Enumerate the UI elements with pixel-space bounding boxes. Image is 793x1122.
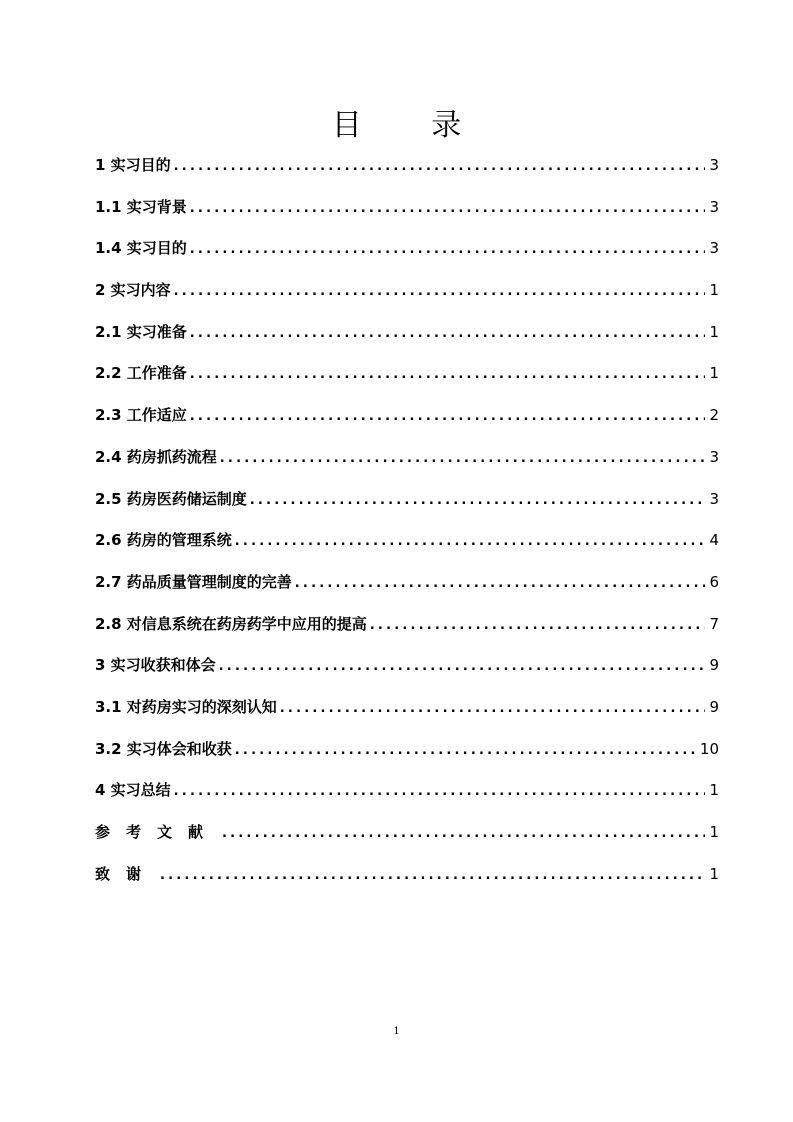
table-of-contents	[95, 145, 719, 895]
toc-entry[interactable]	[95, 395, 719, 437]
toc-entry[interactable]	[95, 312, 719, 354]
toc-entry-acknowledgements[interactable]	[95, 854, 719, 896]
toc-leader-dots	[160, 855, 705, 897]
toc-entry[interactable]	[95, 437, 719, 479]
toc-entry-label: 1.4 实习目的	[95, 239, 187, 258]
toc-leader-dots	[190, 313, 706, 355]
toc-leader-dots	[190, 396, 706, 438]
toc-leader-dots	[220, 438, 706, 480]
toc-leader-dots	[295, 563, 706, 605]
toc-entry-page: 6	[709, 572, 719, 591]
toc-entry-label: 2 实习内容	[95, 281, 171, 300]
toc-entry[interactable]	[95, 645, 719, 687]
toc-entry[interactable]	[95, 520, 719, 562]
toc-entry-page: 4	[709, 531, 719, 550]
toc-entry-page: 1	[709, 322, 719, 341]
toc-entry-page: 3	[709, 239, 719, 258]
toc-leader-dots	[174, 771, 706, 813]
toc-entry-page: 9	[709, 697, 719, 716]
toc-entry-label: 3.2 实习体会和收获	[95, 739, 232, 758]
toc-leader-dots	[190, 354, 706, 396]
toc-leader-dots	[235, 730, 696, 772]
toc-leader-dots	[174, 271, 706, 313]
toc-entry-label: 2.6 药房的管理系统	[95, 531, 232, 550]
toc-entry-label: 3.1 对药房实习的深刻认知	[95, 697, 277, 716]
toc-entry-page: 7	[709, 614, 719, 633]
toc-entry-page: 1	[709, 781, 719, 800]
toc-entry-page: 10	[699, 739, 719, 758]
toc-entry[interactable]	[95, 270, 719, 312]
toc-entry-label: 2.4 药房抓药流程	[95, 447, 217, 466]
toc-entry-label: 参考文献	[95, 823, 220, 841]
toc-entry-label: 2.8 对信息系统在药房药学中应用的提高	[95, 614, 367, 633]
toc-leader-dots	[190, 188, 706, 230]
toc-leader-dots	[222, 813, 705, 855]
toc-entry-label: 1.1 实习背景	[95, 197, 187, 216]
toc-entry[interactable]	[95, 729, 719, 771]
toc-entry-label: 1 实习目的	[95, 156, 171, 174]
toc-entry-label: 2.2 工作准备	[95, 364, 187, 383]
toc-leader-dots	[219, 646, 706, 688]
toc-entry[interactable]	[95, 145, 719, 187]
toc-entry-page: 3	[709, 447, 719, 466]
toc-leader-dots	[250, 480, 706, 522]
toc-leader-dots	[190, 229, 706, 271]
toc-entry-label: 3 实习收获和体会	[95, 656, 216, 675]
toc-entry-page: 1	[709, 823, 719, 841]
toc-entry-label: 2.1 实习准备	[95, 322, 187, 341]
toc-entry[interactable]	[95, 187, 719, 229]
toc-entry-page: 1	[709, 364, 719, 383]
toc-entry[interactable]	[95, 479, 719, 521]
toc-entry-label: 2.3 工作适应	[95, 406, 187, 425]
toc-entry[interactable]	[95, 604, 719, 646]
toc-entry[interactable]	[95, 562, 719, 604]
toc-entry-page: 1	[709, 864, 719, 883]
toc-entry[interactable]	[95, 353, 719, 395]
toc-entry-page: 1	[709, 281, 719, 300]
toc-entry-page: 3	[709, 197, 719, 216]
toc-entry[interactable]	[95, 687, 719, 729]
toc-leader-dots	[280, 688, 706, 730]
toc-entry-references[interactable]	[95, 812, 719, 854]
toc-leader-dots	[370, 605, 706, 647]
toc-entry-page: 2	[709, 406, 719, 425]
toc-entry-page: 9	[709, 656, 719, 675]
toc-entry[interactable]	[95, 228, 719, 270]
toc-leader-dots	[235, 521, 706, 563]
page-number: 1	[393, 1026, 400, 1037]
page-title: 目 录	[331, 108, 492, 143]
toc-entry-label: 致谢	[95, 864, 158, 883]
toc-entry-label: 2.7 药品质量管理制度的完善	[95, 572, 292, 591]
toc-entry-label: 2.5 药房医药储运制度	[95, 489, 247, 508]
toc-leader-dots	[174, 146, 706, 188]
toc-entry-page: 3	[709, 489, 719, 508]
toc-entry[interactable]	[95, 770, 719, 812]
toc-entry-label: 4 实习总结	[95, 781, 171, 800]
toc-entry-page: 3	[709, 156, 719, 174]
